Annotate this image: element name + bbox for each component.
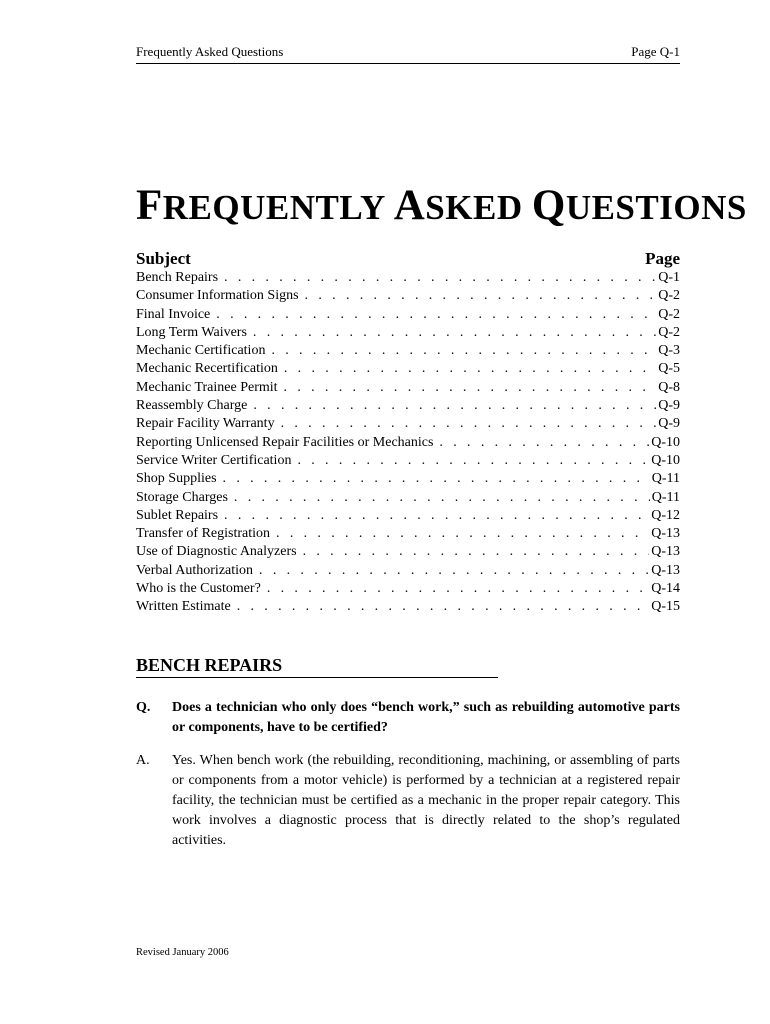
toc-dot-leader — [237, 598, 650, 616]
toc-entry-subject: Final Invoice — [136, 306, 211, 322]
toc-entry-page: Q-2 — [658, 306, 680, 322]
toc-entry[interactable] — [136, 434, 680, 452]
toc-entry[interactable] — [136, 360, 680, 378]
toc-entry[interactable] — [136, 562, 680, 580]
toc-subject-heading: Subject — [136, 249, 191, 268]
toc-entry-subject: Mechanic Trainee Permit — [136, 379, 278, 395]
toc-entry-page: Q-2 — [658, 324, 680, 340]
toc-dot-leader — [284, 360, 656, 378]
toc-entry-subject: Who is the Customer? — [136, 581, 261, 597]
toc-dot-leader — [276, 525, 649, 543]
toc-entry-subject: Repair Facility Warranty — [136, 416, 275, 432]
title-rest-frequently: REQUENTLY — [162, 188, 394, 227]
toc-entry-page: Q-12 — [651, 507, 680, 523]
toc-entry-page: Q-14 — [651, 581, 680, 597]
toc-entry-page: Q-9 — [658, 416, 680, 432]
toc-dot-leader — [281, 415, 657, 433]
toc-entry-page: Q-11 — [651, 489, 680, 505]
toc-entry-page: Q-3 — [658, 343, 680, 359]
toc-entry-subject: Mechanic Recertification — [136, 361, 278, 377]
toc-entry-page: Q-11 — [651, 471, 680, 487]
toc-dot-leader — [224, 269, 656, 287]
toc-dot-leader — [253, 324, 656, 342]
table-of-contents — [136, 249, 680, 617]
toc-entry[interactable] — [136, 525, 680, 543]
toc-dot-leader — [303, 543, 650, 561]
toc-entry[interactable] — [136, 580, 680, 598]
toc-entry-subject: Mechanic Certification — [136, 343, 266, 359]
toc-dot-leader — [259, 562, 649, 580]
toc-entry-page: Q-2 — [658, 288, 680, 304]
toc-dot-leader — [253, 397, 656, 415]
toc-entry[interactable] — [136, 324, 680, 342]
toc-entry-page: Q-9 — [658, 398, 680, 414]
toc-dot-leader — [234, 489, 650, 507]
toc-entry[interactable] — [136, 489, 680, 507]
title-initial-q: Q — [531, 182, 566, 229]
toc-entry[interactable] — [136, 306, 680, 324]
toc-dot-leader — [439, 434, 649, 452]
running-header-title: Frequently Asked Questions — [136, 44, 284, 59]
toc-entry[interactable] — [136, 415, 680, 433]
toc-entry[interactable] — [136, 397, 680, 415]
answer-block — [136, 751, 680, 851]
toc-dot-leader — [216, 306, 656, 324]
footer-revision-date: Revised January 2006 — [136, 947, 229, 958]
toc-dot-leader — [284, 379, 657, 397]
toc-entry-subject: Bench Repairs — [136, 270, 219, 285]
toc-dot-leader — [223, 470, 650, 488]
toc-dot-leader — [224, 507, 649, 525]
toc-entry-subject: Reporting Unlicensed Repair Facilities or Mechanics — [136, 434, 434, 450]
toc-entry[interactable] — [136, 507, 680, 525]
toc-entry-page: Q-10 — [651, 434, 680, 450]
toc-entry-subject: Long Term Waivers — [136, 324, 247, 340]
toc-entry-subject: Written Estimate — [136, 599, 231, 615]
toc-entry[interactable] — [136, 269, 680, 287]
toc-entry[interactable] — [136, 342, 680, 360]
toc-page-heading: Page — [645, 249, 680, 268]
toc-entry-subject: Reassembly Charge — [136, 398, 248, 414]
toc-entry-page: Q-10 — [651, 452, 680, 468]
toc-entry-page: Q-13 — [651, 544, 680, 560]
question-marker: Q. — [136, 700, 151, 715]
running-header-page-number: Page Q-1 — [631, 44, 680, 59]
toc-dot-leader — [297, 452, 649, 470]
toc-entry-subject: Service Writer Certification — [136, 452, 292, 468]
toc-entry-subject: Consumer Information Signs — [136, 288, 299, 304]
question-text: Does a technician who only does “bench work,” such as rebuilding automotive parts or components, have to be certified? — [172, 700, 680, 735]
toc-entry[interactable] — [136, 543, 680, 561]
toc-entry-subject: Sublet Repairs — [136, 507, 219, 523]
answer-marker: A. — [136, 753, 150, 768]
page-title — [136, 182, 747, 230]
toc-list — [136, 269, 680, 617]
title-rest-asked: SKED — [425, 188, 532, 227]
section-heading-bench-repairs: BENCH REPAIRS — [136, 654, 498, 678]
toc-entry-subject: Storage Charges — [136, 489, 228, 505]
answer-text: Yes. When bench work (the rebuilding, reconditioning, machining, or assembling of parts or components from a motor vehicle) is performed by a technician at a registered repair facility, the technician must be certified as a mechanic in the proper repair category. This work involves a diagnostic process that is directly related to the shop’s regulated activities. — [172, 753, 680, 848]
toc-entry-subject: Use of Diagnostic Analyzers — [136, 544, 297, 560]
title-initial-f: F — [136, 182, 163, 229]
toc-dot-leader — [305, 287, 657, 305]
toc-dot-leader — [267, 580, 649, 598]
toc-entry-subject: Verbal Authorization — [136, 562, 254, 578]
toc-entry-subject: Transfer of Registration — [136, 526, 271, 542]
toc-entry-page: Q-15 — [651, 599, 680, 615]
toc-header — [136, 249, 680, 269]
toc-entry-page: Q-13 — [651, 526, 680, 542]
toc-entry-page: Q-8 — [658, 379, 680, 395]
toc-entry-page: Q-5 — [658, 361, 680, 377]
toc-entry[interactable] — [136, 452, 680, 470]
title-rest-questions: UESTIONS — [565, 188, 747, 227]
toc-entry-page: Q-1 — [658, 270, 680, 285]
toc-entry[interactable] — [136, 379, 680, 397]
toc-entry[interactable] — [136, 598, 680, 616]
toc-entry-page: Q-13 — [651, 562, 680, 578]
toc-dot-leader — [271, 342, 656, 360]
toc-entry[interactable] — [136, 287, 680, 305]
question-block — [136, 698, 680, 738]
running-header — [136, 44, 680, 64]
toc-entry-subject: Shop Supplies — [136, 471, 217, 487]
toc-entry[interactable] — [136, 470, 680, 488]
title-initial-a: A — [393, 182, 426, 229]
